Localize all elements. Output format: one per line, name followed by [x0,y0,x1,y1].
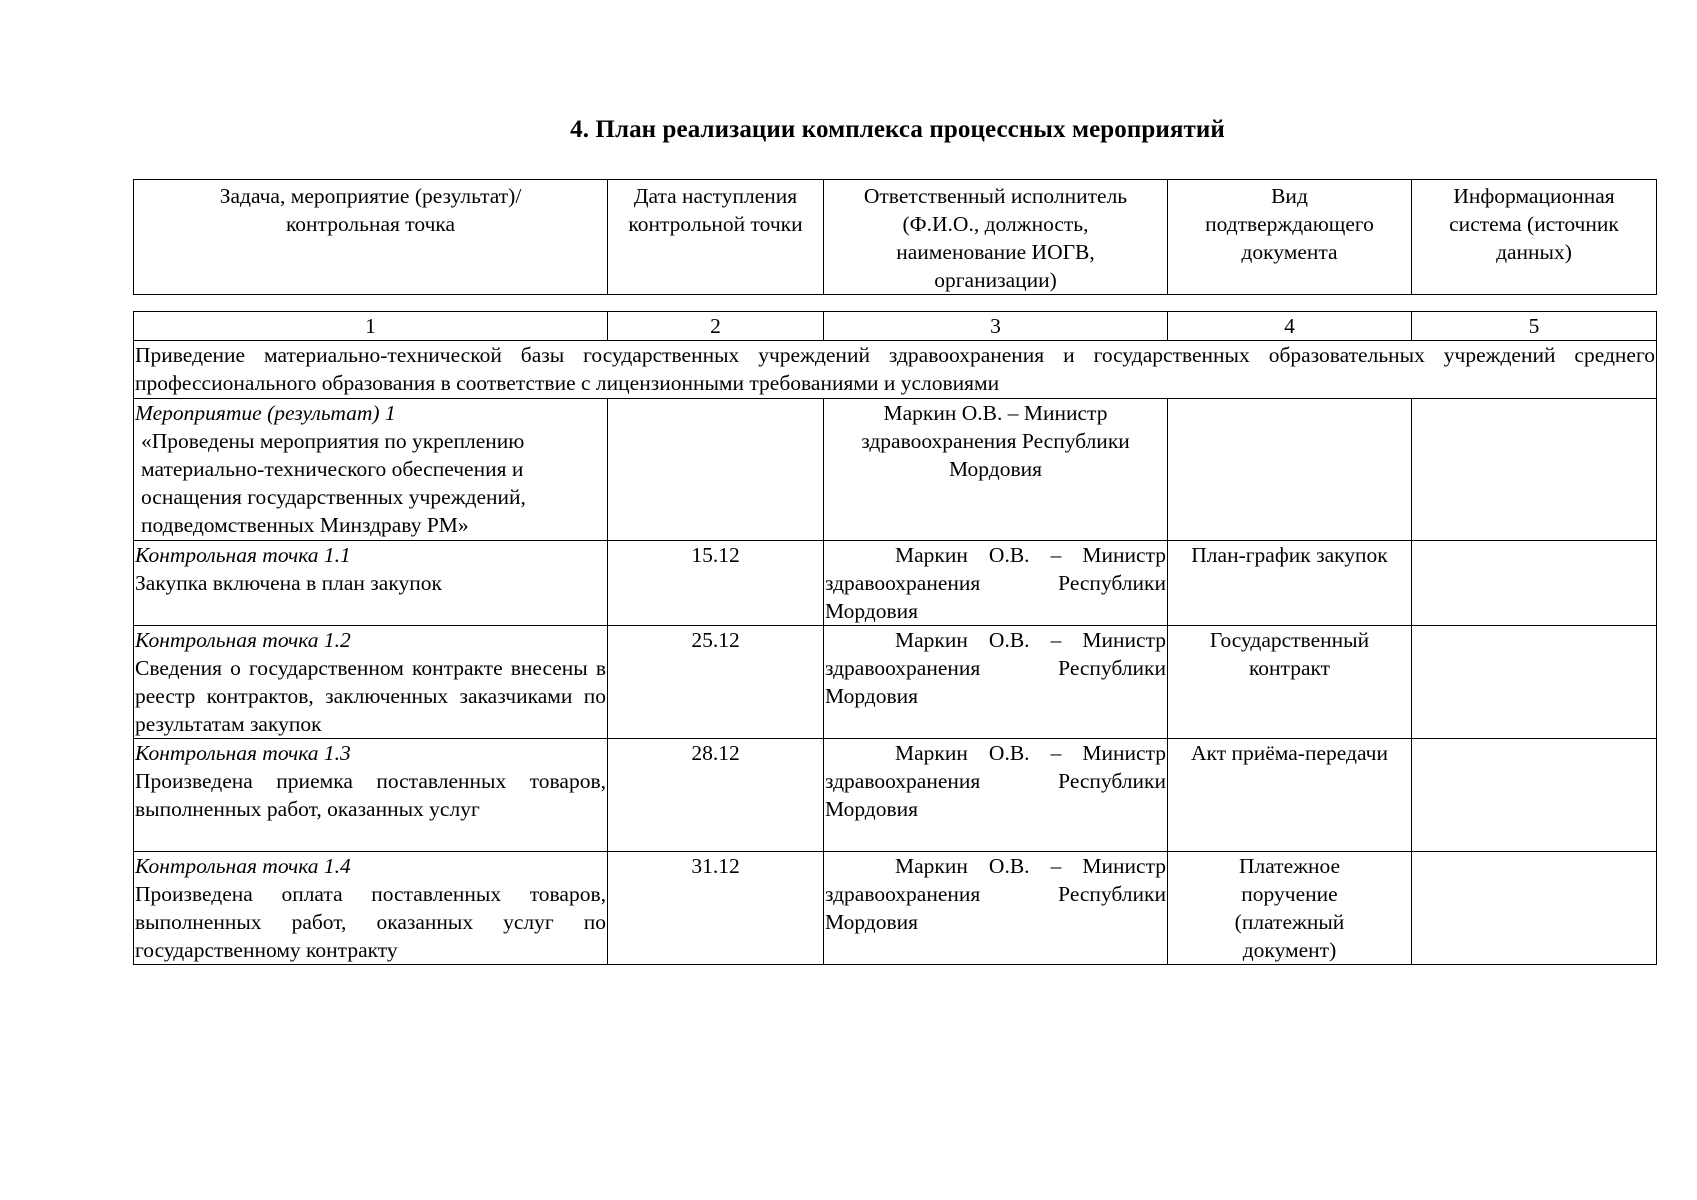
executor-org: здравоохранения Республики Мордовия [825,769,1166,821]
date-cell: 28.12 [608,739,824,852]
header-executor [824,180,1168,295]
executor-name: Маркин О.В. – Министр [895,628,1166,652]
header-task [134,180,608,295]
executor-cell [824,541,1168,626]
executor-name: Маркин О.В. – Министр [895,543,1166,567]
executor-cell [824,399,1168,541]
executor-name: Маркин О.В. – Министр [895,854,1166,878]
executor-org: здравоохранения Республики Мордовия [825,571,1166,623]
system-cell [1412,399,1657,541]
checkpoint-text: Сведения о государственном контракте внесены в реестр контрактов, заключенных заказчиками по результатам закупок [135,656,606,736]
document-cell [1168,626,1412,739]
date-cell: 31.12 [608,852,824,965]
header-date-text: Дата наступления контрольной точки [628,184,803,236]
column-numbers-row [134,312,1657,341]
executor-org: здравоохранения Республики Мордовия [825,656,1166,708]
header-document [1168,180,1412,295]
document-cell: Акт приёма-передачи [1168,739,1412,852]
document-cell [1168,852,1412,965]
date-cell: 25.12 [608,626,824,739]
executor-name: Маркин О.В. – Министр [895,741,1166,765]
date-cell [608,399,824,541]
task-cell [134,626,608,739]
table-row [134,852,1657,965]
column-number: 4 [1168,312,1412,341]
table-row [134,541,1657,626]
page-title: 4. План реализации комплекса процессных мероприятий [570,116,1225,143]
event-text: «Проведены мероприятия по укреплению материально-технического обеспечения и оснащения государственных учреждений, подведомственных Минздраву РМ» [141,429,526,537]
section-row [134,341,1657,399]
task-cell [134,399,608,541]
system-cell [1412,739,1657,852]
plan-table [133,311,1657,965]
checkpoint-label: Контрольная точка 1.3 [135,741,351,765]
document-cell [1168,399,1412,541]
checkpoint-label: Контрольная точка 1.2 [135,628,351,652]
document-text: Государственный контракт [1209,628,1370,680]
header-system-text: Информационная система (источник данных) [1449,184,1619,264]
date-cell: 15.12 [608,541,824,626]
executor-cell [824,852,1168,965]
header-table [133,179,1657,295]
executor-text: Маркин О.В. – Министр здравоохранения Республики Мордовия [861,401,1130,481]
header-executor-text: Ответственный исполнитель (Ф.И.О., должность, наименование ИОГВ, организации) [863,184,1128,292]
column-number: 5 [1412,312,1657,341]
header-date [608,180,824,295]
task-cell [134,852,608,965]
checkpoint-label: Контрольная точка 1.4 [135,854,351,878]
task-cell [134,541,608,626]
checkpoint-label: Контрольная точка 1.1 [135,543,351,567]
header-system [1412,180,1657,295]
task-cell [134,739,608,852]
header-task-text: Задача, мероприятие (результат)/контрольная точка [219,184,522,236]
executor-cell [824,739,1168,852]
system-cell [1412,852,1657,965]
checkpoint-text: Произведена приемка поставленных товаров, выполненных работ, оказанных услуг [135,769,606,821]
table-row [134,739,1657,852]
column-number: 1 [134,312,608,341]
executor-cell [824,626,1168,739]
column-number: 2 [608,312,824,341]
document-cell: План-график закупок [1168,541,1412,626]
document-text: Платежное поручение (платежный документ) [1234,854,1345,962]
header-document-text: Вид подтверждающего документа [1205,184,1374,264]
table-row [134,399,1657,541]
table-row [134,626,1657,739]
checkpoint-text: Закупка включена в план закупок [135,571,442,595]
checkpoint-text: Произведена оплата поставленных товаров, выполненных работ, оказанных услуг по государственному контракту [135,882,606,962]
section-title: Приведение материально-технической базы государственных учреждений здравоохранения и государственных образовательных учреждений среднего профессионального образования в соответствие с лицензионными требованиями и условиями [134,341,1657,399]
system-cell [1412,541,1657,626]
column-number: 3 [824,312,1168,341]
event-label: Мероприятие (результат) 1 [135,401,396,425]
system-cell [1412,626,1657,739]
header-row [134,180,1657,295]
executor-org: здравоохранения Республики Мордовия [825,882,1166,934]
